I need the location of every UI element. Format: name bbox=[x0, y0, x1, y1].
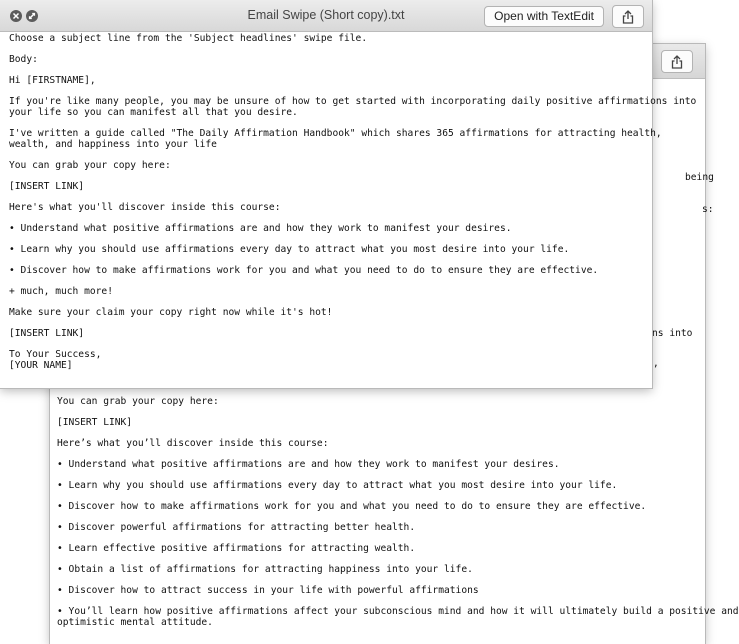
text-line: Body: bbox=[9, 54, 38, 65]
background-text-body bbox=[57, 396, 739, 628]
share-icon bbox=[671, 55, 683, 69]
side-fragment: , bbox=[653, 358, 659, 369]
title-bar bbox=[0, 0, 652, 32]
side-fragment: being bbox=[685, 172, 714, 183]
side-fragment: ns into bbox=[652, 328, 693, 339]
text-line: [INSERT LINK] bbox=[9, 181, 85, 192]
text-line: You can grab your copy here: bbox=[57, 396, 219, 407]
open-with-textedit-button[interactable]: Open with TextEdit bbox=[484, 6, 604, 27]
text-line: Here’s what you’ll discover inside this course: bbox=[57, 438, 329, 449]
side-fragment: s: bbox=[702, 204, 714, 215]
text-line: Choose a subject line from the 'Subject headlines' swipe file. bbox=[9, 33, 368, 44]
share-button[interactable] bbox=[612, 5, 644, 28]
text-line: • Discover how to make affirmations work for you and what you need to do to ensure they are effective. bbox=[57, 501, 647, 512]
text-line: Hi [FIRSTNAME], bbox=[9, 75, 96, 86]
text-line: [INSERT LINK] bbox=[9, 328, 85, 339]
text-line: [INSERT LINK] bbox=[57, 417, 133, 428]
text-line: • Learn why you should use affirmations every day to attract what you most desire into your life. bbox=[57, 480, 618, 491]
text-line: To Your Success, [YOUR NAME] bbox=[9, 349, 102, 371]
share-icon bbox=[622, 10, 634, 24]
text-line: Make sure your claim your copy right now while it's hot! bbox=[9, 307, 333, 318]
text-line: • Discover powerful affirmations for attracting better health. bbox=[57, 522, 416, 533]
text-line: If you're like many people, you may be unsure of how to get started with incorporating daily positive affirmations your life so you can manifest all that you desire. bbox=[9, 96, 668, 118]
window-title: Email Swipe (Short copy).txt bbox=[247, 8, 405, 22]
text-line: • Learn why you should use affirmations every day to attract what you most desire into your life. bbox=[9, 244, 570, 255]
text-line: I've written a guide called "The Daily Affirmation Handbook" which shares 365 affirmations for attracting health, wealth, and happiness into your life bbox=[9, 128, 662, 150]
text-line: • Discover how to attract success in your life with powerful affirmations bbox=[57, 585, 479, 596]
background-share-button[interactable] bbox=[661, 50, 693, 73]
text-body bbox=[9, 33, 668, 371]
text-line: • You’ll learn how positive affirmations affect your subconscious mind and how it will ultimately build a positive and optimistic mental attitude. bbox=[57, 606, 739, 628]
text-line: Here's what you'll discover inside this course: bbox=[9, 202, 281, 213]
text-line: • Discover how to make affirmations work for you and what you need to do to ensure they are effective. bbox=[9, 265, 599, 276]
text-line: • Obtain a list of affirmations for attracting happiness into your life. bbox=[57, 564, 473, 575]
text-line: • Learn effective positive affirmations for attracting wealth. bbox=[57, 543, 416, 554]
text-line: + much, much more! bbox=[9, 286, 113, 297]
text-line: • Understand what positive affirmations are and how they work to manifest your desires. bbox=[9, 223, 512, 234]
text-line: • Understand what positive affirmations are and how they work to manifest your desires. bbox=[57, 459, 560, 470]
text-line: You can grab your copy here: bbox=[9, 160, 171, 171]
